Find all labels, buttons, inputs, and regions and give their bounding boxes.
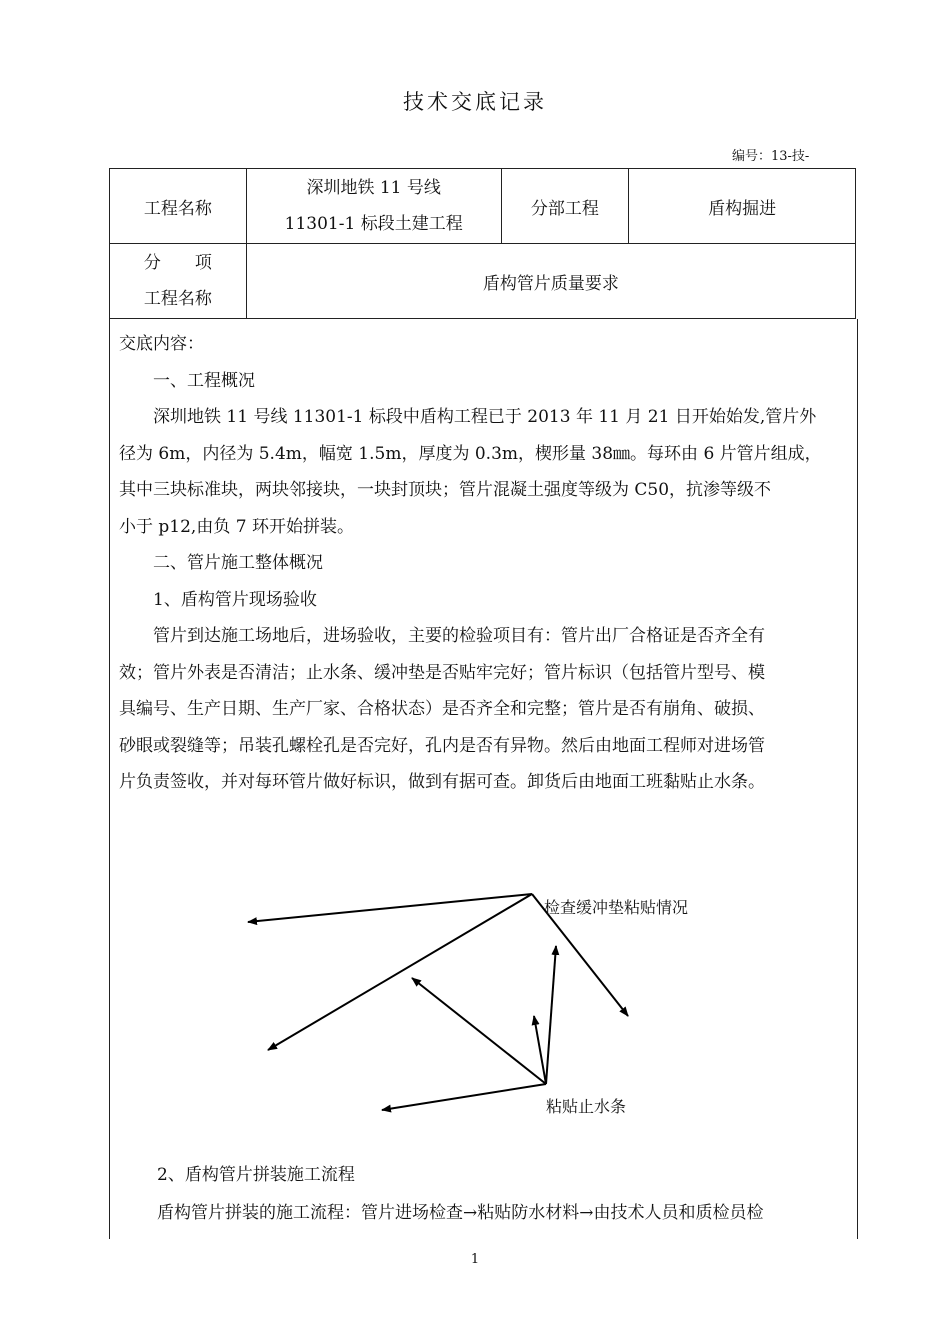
content-body-continued: [119, 1156, 847, 1232]
arrow-line: [248, 894, 532, 922]
page-number: 1: [470, 1252, 480, 1267]
arrow-line: [382, 1084, 546, 1110]
project-name-value: [246, 169, 501, 244]
info-table: [109, 168, 856, 319]
subitem-label-line1: 分 项: [143, 253, 212, 273]
sub1-line: 效；管片外表是否清洁；止水条、缓冲垫是否贴牢完好；管片标识（包括管片型号、模: [119, 662, 765, 683]
diagram-label-top: 检查缓冲垫粘贴情况: [544, 898, 689, 917]
section2-title: 二、管片施工整体概况: [153, 553, 323, 573]
document-title: 技术交底记录: [403, 90, 547, 114]
arrow-line: [268, 894, 532, 1050]
arrow-line: [534, 1016, 546, 1084]
arrow-line: [412, 978, 546, 1084]
division-label: 分部工程: [501, 169, 629, 244]
section1-title: 一、工程概况: [153, 370, 255, 391]
sub1-line: 砂眼或裂缝等；吊装孔螺栓孔是否完好，孔内是否有异物。然后由地面工程师对进场管: [119, 735, 765, 756]
project-name-line2: 11301-1 标段土建工程: [284, 214, 463, 234]
division-value: 盾构掘进: [629, 169, 856, 244]
subitem-label-line2: 工程名称: [143, 289, 212, 309]
section1-paragraph: [119, 399, 847, 545]
sub1-line: 管片到达施工场地后，进场验收，主要的检验项目有：管片出厂合格证是否齐全有: [153, 626, 765, 646]
section1-line: 径为 6m，内径为 5.4m，幅宽 1.5m，厚度为 0.3m，楔形量 38㎜。每环由 6 片管片组成，: [119, 443, 822, 464]
project-name-line1: 深圳地铁 11 号线: [306, 178, 441, 198]
document-number: 编号：13-技-: [732, 149, 810, 164]
sub1-paragraph: [119, 618, 847, 801]
arrow-line: [546, 946, 556, 1084]
sub2-line: 盾构管片拼装的施工流程：管片进场检查→粘贴防水材料→由技术人员和质检员检: [157, 1203, 764, 1223]
subitem-label: [110, 244, 247, 319]
sub1-line: 具编号、生产日期、生产厂家、合格状态）是否齐全和完整；管片是否有崩角、破损、: [119, 699, 765, 719]
section1-line: 其中三块标准块，两块邻接块，一块封顶块；管片混凝土强度等级为 C50，抗渗等级不: [119, 480, 772, 500]
content-body: [119, 326, 847, 801]
sub1-line: 片负责签收，并对每环管片做好标识，做到有据可查。卸货后由地面工班黏贴止水条。: [119, 772, 765, 792]
content-heading: 交底内容：: [119, 334, 204, 354]
sub1-title: 1、盾构管片现场验收: [153, 589, 317, 610]
project-name-label: 工程名称: [110, 169, 247, 244]
sub2-title: 2、盾构管片拼装施工流程: [157, 1165, 355, 1185]
arrow-diagram: [220, 880, 720, 1120]
section1-line: 小于 p12,由负 7 环开始拼装。: [119, 516, 354, 537]
section1-line: 深圳地铁 11 号线 11301-1 标段中盾构工程已于 2013 年 11 月 21 日开始始发,管片外: [153, 407, 817, 427]
subitem-value: 盾构管片质量要求: [246, 244, 855, 319]
diagram-label-bottom: 粘贴止水条: [546, 1097, 627, 1116]
